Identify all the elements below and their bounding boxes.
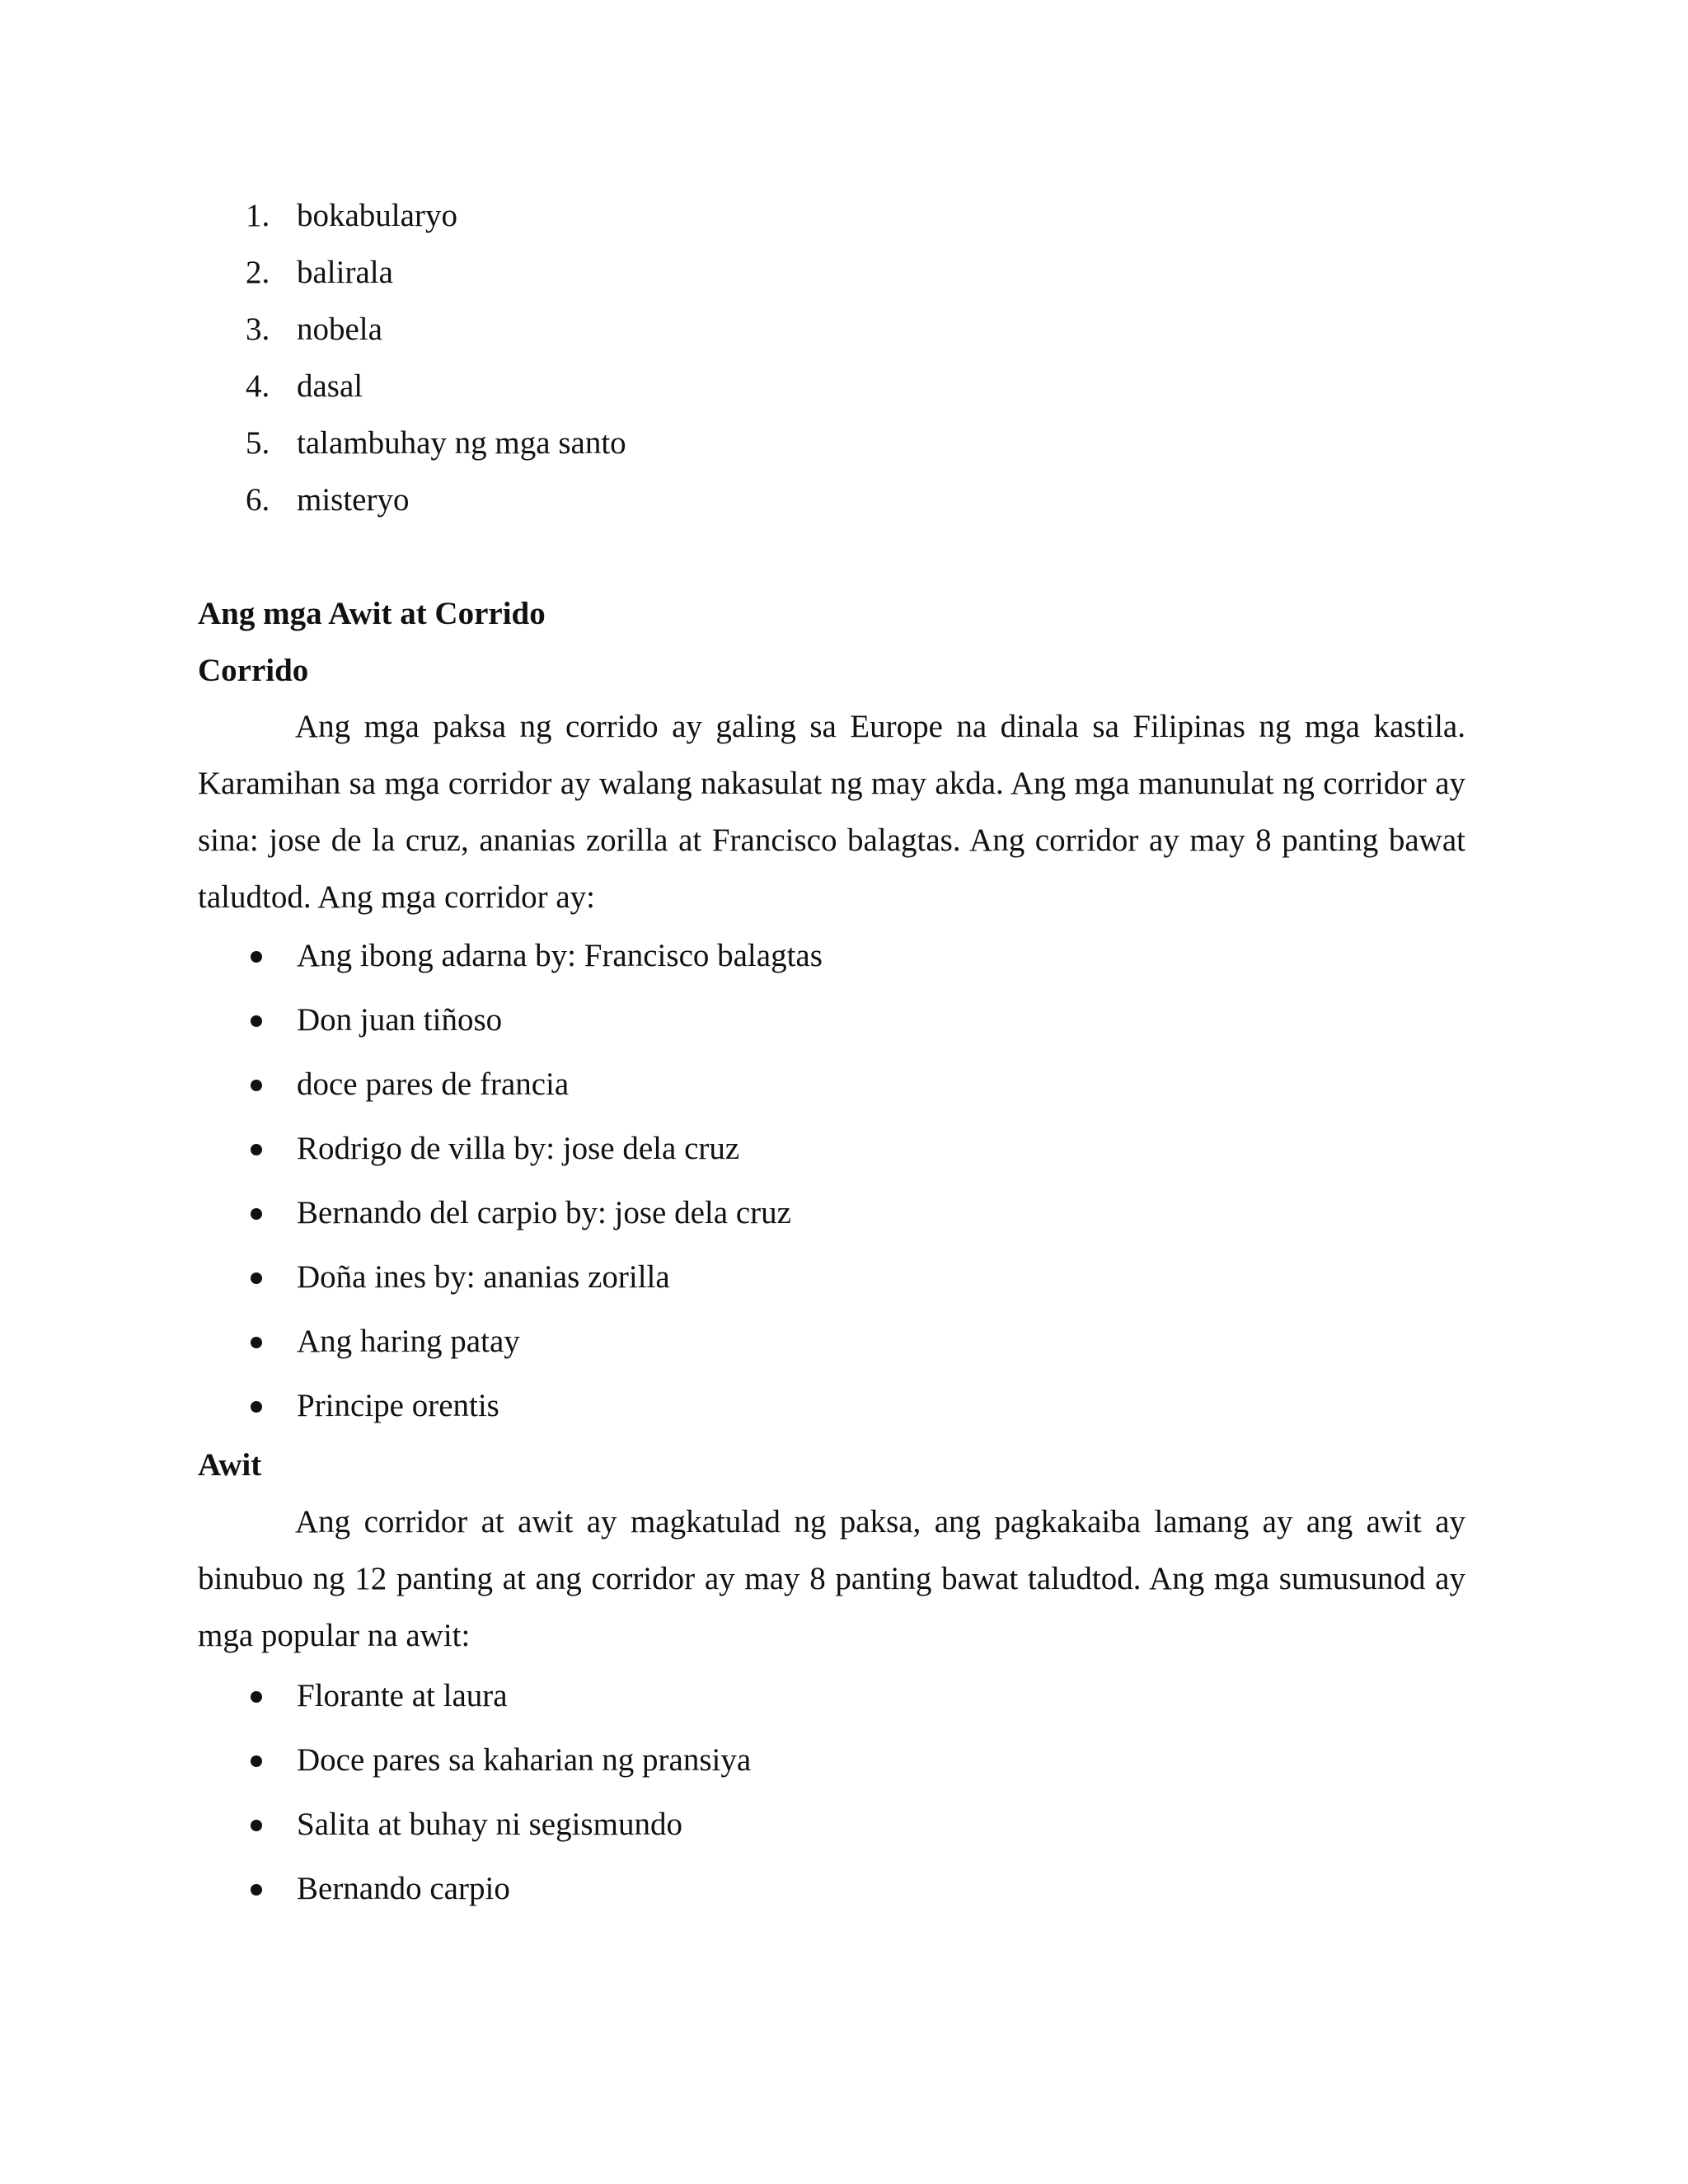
bullet-icon [251, 1401, 262, 1413]
list-item-text: Salita at buhay ni segismundo [297, 1807, 682, 1842]
bullet-icon [251, 1884, 262, 1896]
numbered-list [198, 194, 1465, 536]
list-item-text: nobela [297, 312, 382, 347]
bullet-icon [251, 1820, 262, 1831]
list-item [198, 308, 1465, 365]
list-item [198, 1739, 1465, 1803]
bullet-icon [251, 1080, 262, 1091]
list-item [198, 1320, 1465, 1385]
list-item-text: Doña ines by: ananias zorilla [297, 1259, 670, 1295]
list-item [198, 1127, 1465, 1192]
list-number: 2. [246, 255, 270, 290]
list-item [198, 422, 1465, 479]
list-item [198, 1675, 1465, 1739]
list-item [198, 194, 1465, 251]
list-item-text: balirala [297, 255, 393, 290]
bullet-icon [251, 1691, 262, 1703]
bullet-icon [251, 1144, 262, 1155]
bullet-icon [251, 1208, 262, 1220]
list-item-text: Ang haring patay [297, 1324, 520, 1359]
list-item [198, 999, 1465, 1063]
list-item-text: Ang ibong adarna by: Francisco balagtas [297, 938, 823, 973]
list-number: 4. [246, 368, 270, 404]
corrido-heading: Corrido [198, 653, 309, 688]
awit-paragraph: Ang corridor at awit ay magkatulad ng paksa, ang pagkakaiba lamang ay ang awit ay binubuo ng 12 panting at ang corridor ay may 8 panting bawat taludtod. Ang mga sumusunod ay mga popular na awit: [198, 1504, 1465, 1653]
list-item-text: doce pares de francia [297, 1066, 570, 1102]
list-item [198, 1803, 1465, 1868]
awit-heading: Awit [198, 1447, 262, 1483]
list-item [198, 1868, 1465, 1932]
list-item-text: misteryo [297, 482, 410, 518]
corrido-paragraph: Ang mga paksa ng corrido ay galing sa Europe na dinala sa Filipinas ng mga kastila. Karamihan sa mga corridor ay walang nakasulat ng may akda. Ang mga manunulat ng corridor ay sina: jose de la cruz, ananias zorilla at Francisco balagtas. Ang corridor ay may 8 panting bawat taludtod. Ang mga corridor ay: [198, 709, 1465, 915]
corrido-list [198, 935, 1465, 1449]
bullet-icon [251, 1015, 262, 1027]
list-item-text: Doce pares sa kaharian ng pransiya [297, 1742, 752, 1778]
list-number: 5. [246, 425, 270, 461]
bullet-icon [251, 1755, 262, 1767]
list-item [198, 935, 1465, 999]
list-item [198, 1385, 1465, 1449]
list-item-text: talambuhay ng mga santo [297, 425, 626, 461]
list-item-text: dasal [297, 368, 363, 404]
list-item [198, 1192, 1465, 1256]
bullet-icon [251, 1272, 262, 1284]
list-item-text: Don juan tiñoso [297, 1002, 503, 1038]
list-item [198, 365, 1465, 422]
list-item-text: Bernando del carpio by: jose dela cruz [297, 1195, 791, 1230]
list-item-text: Principe orentis [297, 1388, 499, 1423]
awit-list [198, 1675, 1465, 1932]
list-number: 1. [246, 198, 270, 233]
section-heading: Ang mga Awit at Corrido [198, 596, 546, 631]
list-item-text: Bernando carpio [297, 1871, 510, 1906]
list-number: 3. [246, 312, 270, 347]
list-number: 6. [246, 482, 270, 518]
bullet-icon [251, 1337, 262, 1348]
bullet-icon [251, 951, 262, 963]
list-item-text: Florante at laura [297, 1678, 508, 1713]
list-item [198, 1256, 1465, 1320]
list-item [198, 1063, 1465, 1127]
list-item-text: bokabularyo [297, 198, 457, 233]
list-item [198, 251, 1465, 308]
list-item [198, 479, 1465, 536]
list-item-text: Rodrigo de villa by: jose dela cruz [297, 1131, 740, 1166]
document-page [198, 0, 1465, 2184]
